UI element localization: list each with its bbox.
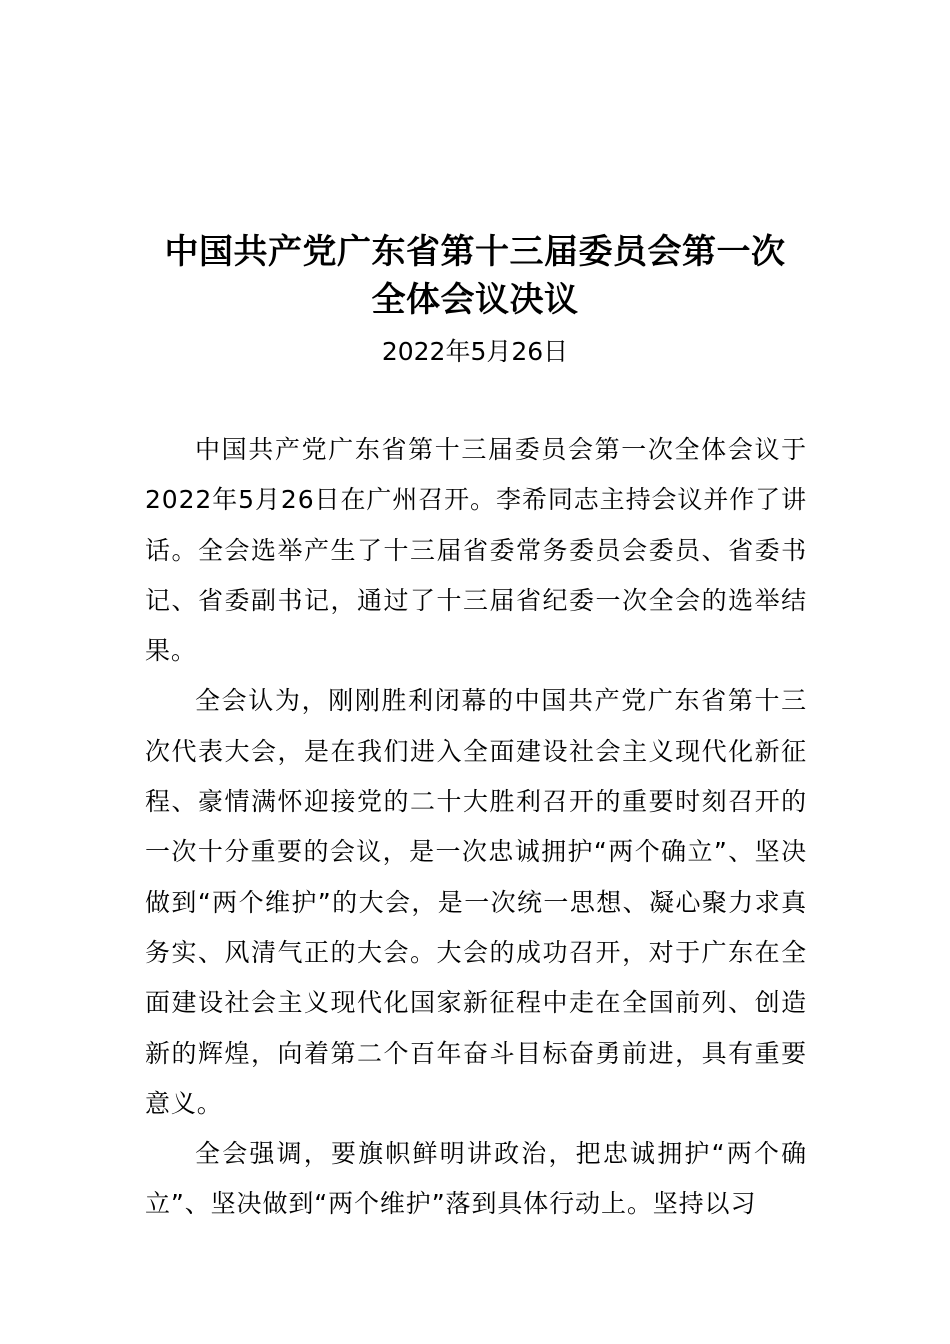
document-title-line-1: 中国共产党广东省第十三届委员会第一次 bbox=[164, 232, 786, 272]
document-date: 2022年5月26日 bbox=[381, 337, 569, 366]
document-body bbox=[145, 425, 807, 1230]
document-title-line-2: 全体会议决议 bbox=[371, 280, 579, 320]
paragraph-2: 全会认为，刚刚胜利闭幕的中国共产党广东省第十三次代表大会，是在我们进入全面建设社会主义现代化新征程、豪情满怀迎接党的二十大胜利召开的重要时刻召开的一次十分重要的会议，是一次忠诚拥护“两个确立”、坚决做到“两个维护”的大会，是一次统一思想、凝心聚力求真务实、风清气正的大会。大会的成功召开，对于广东在全面建设社会主义现代化国家新征程中走在全国前列、创造新的辉煌，向着第二个百年奋斗目标奋勇前进，具有重要意义。 bbox=[145, 686, 807, 1118]
paragraph-1: 中国共产党广东省第十三届委员会第一次全体会议于2022年5月26日在广州召开。李希同志主持会议并作了讲话。全会选举产生了十三届省委常务委员会委员、省委书记、省委副书记，通过了十三届省纪委一次全会的选举结果。 bbox=[145, 435, 807, 666]
paragraph-3: 全会强调，要旗帜鲜明讲政治，把忠诚拥护“两个确立”、坚决做到“两个维护”落到具体行动上。坚持以习 bbox=[145, 1139, 807, 1219]
